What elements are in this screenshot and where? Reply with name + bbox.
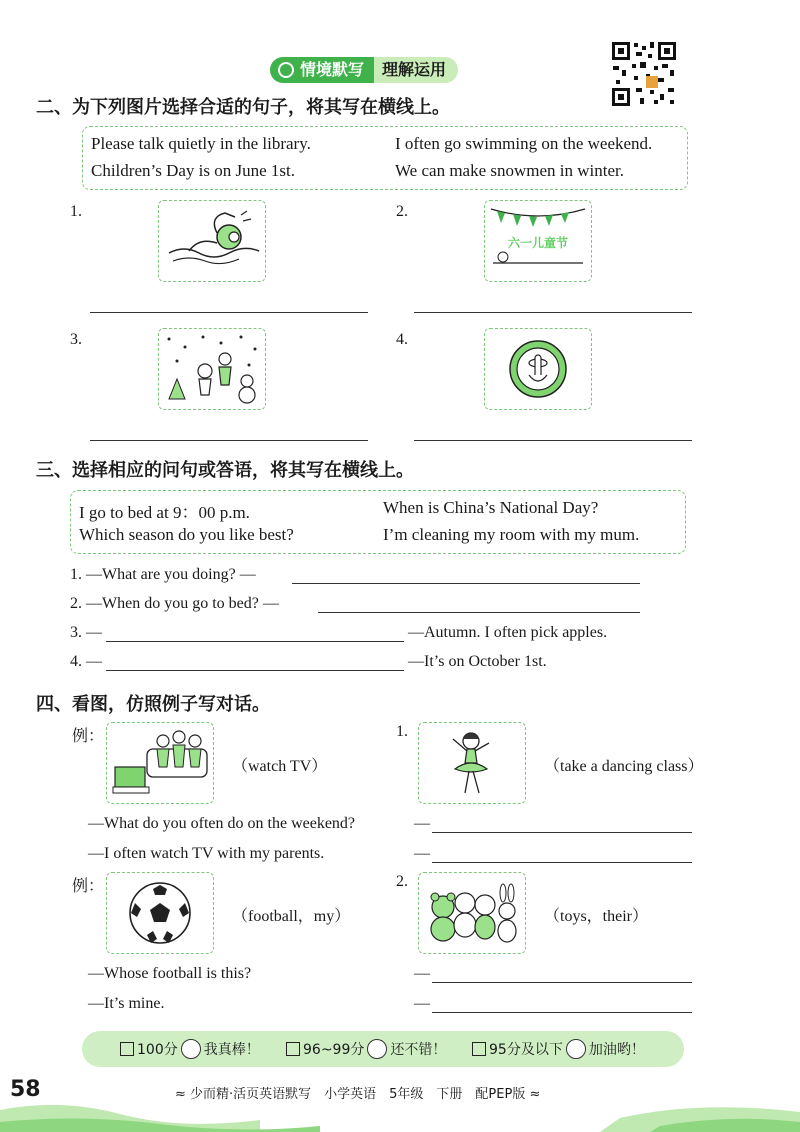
section3-title: 三、选择相应的问句或答语，将其写在横线上。 [36, 460, 414, 481]
item-number: 1. [70, 203, 82, 220]
answer-text: —Autumn. I often pick apples. [408, 624, 608, 641]
answer-line[interactable] [414, 440, 692, 441]
banner-right-text: 理解运用 [374, 57, 458, 83]
question-text: 3. — [70, 624, 102, 641]
question-text: 1. —What are you doing? — [70, 566, 256, 583]
example-label: 例： [72, 728, 105, 745]
evaluation-item [472, 1039, 645, 1059]
hint-text: （football，my） [232, 908, 351, 925]
question-text: 4. — [70, 653, 102, 670]
section-banner [270, 57, 458, 83]
dancing-girl-picture [418, 722, 526, 804]
answer-line[interactable] [432, 982, 692, 983]
answer-line[interactable] [432, 862, 692, 863]
medal-icon [278, 62, 294, 78]
smiley-face-icon [566, 1039, 586, 1059]
section4-title: 四、看图，仿照例子写对话。 [36, 694, 270, 715]
hint-text: （take a dancing class） [544, 758, 704, 775]
smiley-face-icon [181, 1039, 201, 1059]
option-text: Which season do you like best? [79, 525, 294, 544]
family-watching-tv-picture [106, 722, 214, 804]
banner-left-text: 情境默写 [300, 60, 365, 79]
evaluation-item [286, 1039, 446, 1059]
evaluation-score: 100分 [137, 1042, 178, 1058]
option-text: When is China’s National Day? [383, 498, 599, 517]
option-text: I go to bed at 9：00 p.m. [79, 503, 250, 522]
answer-line[interactable] [292, 583, 640, 584]
hint-text: （toys，their） [544, 908, 648, 925]
item-number: 1. [396, 723, 408, 740]
section2-title: 二、为下列图片选择合适的句子，将其写在横线上。 [36, 97, 450, 118]
checkbox[interactable] [472, 1042, 486, 1056]
self-evaluation-bar [82, 1031, 684, 1067]
smiley-face-icon [367, 1039, 387, 1059]
evaluation-item [120, 1039, 260, 1059]
snowy-winter-picture [158, 328, 266, 410]
item-number: 2. [396, 873, 408, 890]
section2-option-box [82, 126, 688, 190]
option-text: I often go swimming on the weekend. [395, 134, 653, 153]
option-text: Please talk quietly in the library. [91, 134, 311, 153]
dash: — [414, 815, 430, 832]
example-label: 例： [72, 878, 105, 895]
item-number: 2. [396, 203, 408, 220]
answer-text: —It’s on October 1st. [408, 653, 547, 670]
evaluation-comment: 加油哟！ [588, 1042, 645, 1058]
option-text: I’m cleaning my room with my mum. [383, 525, 640, 544]
hint-text: （watch TV） [232, 758, 328, 775]
answer-line[interactable] [432, 832, 692, 833]
item-number: 4. [396, 331, 408, 348]
banner-left [270, 57, 374, 83]
dash: — [414, 995, 430, 1012]
checkbox[interactable] [286, 1042, 300, 1056]
evaluation-score: 96~99分 [303, 1042, 365, 1058]
option-text: Children’s Day is on June 1st. [91, 161, 295, 180]
answer-line[interactable] [90, 440, 368, 441]
dialog-answer: —It’s mine. [88, 995, 165, 1012]
dialog-question: —Whose football is this? [88, 965, 252, 982]
dialog-question: —What do you often do on the weekend? [88, 815, 356, 832]
banner-text: 六一儿童节 [507, 236, 569, 250]
answer-line[interactable] [90, 312, 368, 313]
football-picture [106, 872, 214, 954]
quiet-sign-picture [484, 328, 592, 410]
dash: — [414, 965, 430, 982]
answer-line[interactable] [106, 670, 404, 671]
question-text: 2. —When do you go to bed? — [70, 595, 279, 612]
page-number: 58 [10, 1077, 41, 1102]
evaluation-comment: 我真棒！ [203, 1042, 260, 1058]
answer-line[interactable] [432, 1012, 692, 1013]
section3-option-box [70, 490, 686, 554]
qr-code-icon[interactable] [610, 40, 678, 108]
answer-line[interactable] [414, 312, 692, 313]
checkbox[interactable] [120, 1042, 134, 1056]
footer-text: ≈ 少而精·活页英语默写 小学英语 5年级 下册 配PEP版 ≈ [175, 1087, 541, 1102]
answer-line[interactable] [318, 612, 640, 613]
item-number: 3. [70, 331, 82, 348]
dash: — [414, 845, 430, 862]
evaluation-comment: 还不错！ [390, 1042, 447, 1058]
option-text: We can make snowmen in winter. [395, 161, 625, 180]
evaluation-score: 95分及以下 [489, 1042, 563, 1058]
answer-line[interactable] [106, 641, 404, 642]
toys-picture [418, 872, 526, 954]
dialog-answer: —I often watch TV with my parents. [88, 845, 325, 862]
swimming-boy-picture [158, 200, 266, 282]
childrens-day-banner-picture [484, 200, 592, 282]
